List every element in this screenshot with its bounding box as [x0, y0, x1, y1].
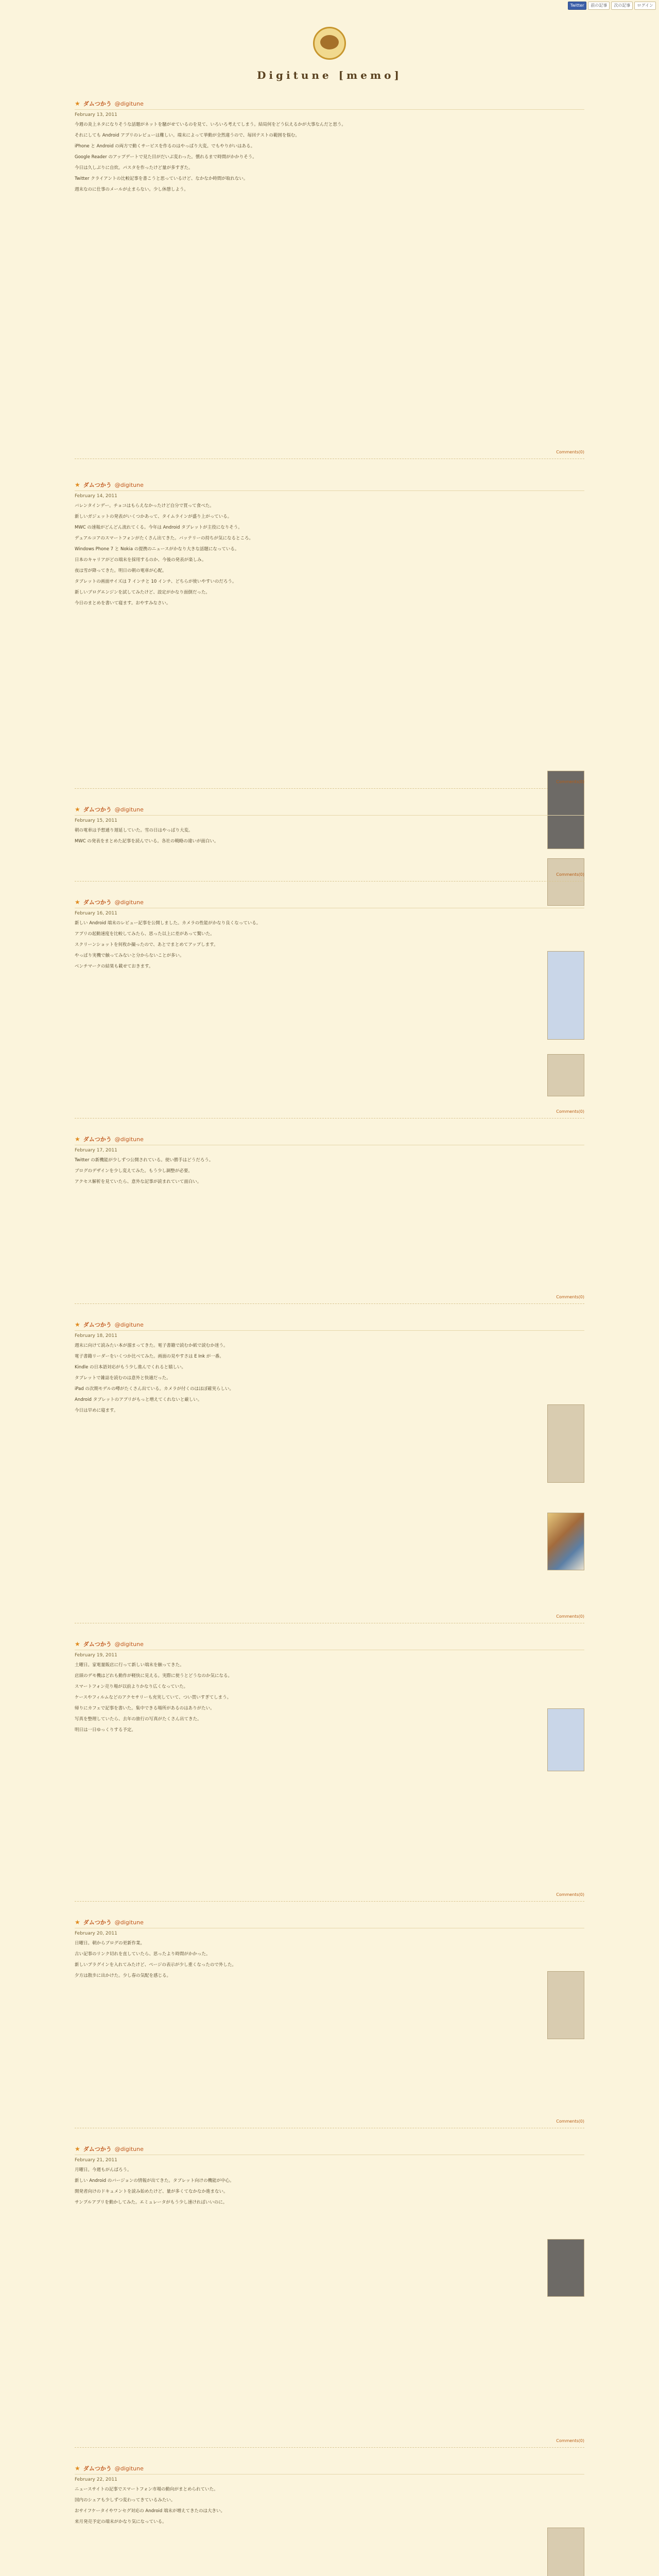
tweet-item: 今日は久しぶりに自炊。パスタを作ったけど量が多すぎた。: [75, 165, 193, 171]
embedded-image[interactable]: [547, 1971, 584, 2039]
tweet-item: 店頭のデモ機はどれも動作が軽快に見える。実際に使うとどうなのか気になる。: [75, 1673, 233, 1679]
entry-header: [75, 2463, 584, 2475]
blog-entry: [75, 479, 584, 789]
entry-author[interactable]: ダムつかう: [83, 100, 112, 107]
star-icon: ★: [75, 481, 80, 488]
tweet-item: Twitter クライアントの比較記事を書こうと思っているけど、なかなか時間が取れない。: [75, 176, 248, 181]
tweet-item: 古い記事のリンク切れを直していたら、思ったより時間がかかった。: [75, 1952, 211, 1957]
tweet-item: 日本のキャリアがどの端末を採用するのか、今後の発表が楽しみ。: [75, 557, 206, 563]
entry-date: February 21, 2011: [75, 2158, 117, 2163]
star-icon: ★: [75, 2465, 80, 2472]
tweet-item: やっぱり実機で触ってみないと分からないことが多い。: [75, 953, 184, 958]
comments-link[interactable]: Comments(0): [556, 1614, 584, 1619]
embedded-image[interactable]: [547, 1708, 584, 1771]
entry-date: February 13, 2011: [75, 112, 117, 117]
embedded-image[interactable]: [547, 2528, 584, 2576]
entry-footer: [556, 1107, 584, 1118]
blog-entry: [75, 2143, 584, 2448]
tweet-item: 日曜日。朝からブログの更新作業。: [75, 1941, 145, 1946]
tweet-item: Twitter の新機能が少しずつ公開されている。使い勝手はどうだろう。: [75, 1158, 214, 1163]
entry-footer: [556, 1612, 584, 1623]
entry-author-handle[interactable]: @digitune: [114, 481, 144, 488]
tweet-item: 写真を整理していたら、去年の旅行の写真がたくさん出てきた。: [75, 1717, 202, 1722]
entry-footer: [556, 2436, 584, 2447]
entry-header: [75, 98, 584, 110]
tweet-item: アクセス解析を見ていたら、意外な記事が読まれていて面白い。: [75, 1179, 202, 1184]
comments-link[interactable]: Comments(0): [556, 872, 584, 877]
comments-link[interactable]: Comments(0): [556, 779, 584, 784]
tweet-item: 開発者向けのドキュメントを読み始めたけど、量が多くてなかなか進まない。: [75, 2189, 228, 2194]
tweet-item: Android タブレットのアプリがもっと増えてくれないと厳しい。: [75, 1397, 202, 1402]
tweet-item: ニュースサイトの記事でスマートフォン市場の動向がまとめられていた。: [75, 2487, 218, 2492]
entry-header: [75, 2143, 584, 2155]
blog-entry: [75, 2463, 584, 2576]
tweet-item: タブレットで雑誌を読むのは意外と快適だった。: [75, 1376, 171, 1381]
tweet-item: おサイフケータイやワンセグ対応の Android 端末が増えてきたのは大きい。: [75, 2509, 225, 2514]
tweet-item: 国内のシェアも少しずつ変わってきているみたい。: [75, 2498, 176, 2503]
tweet-item: ケースやフィルムなどのアクセサリーも充実していて、つい買いすぎてしまう。: [75, 1695, 232, 1700]
entry-author-handle[interactable]: @digitune: [114, 1136, 144, 1143]
next-article-button[interactable]: 次の記事: [611, 2, 633, 10]
entry-footer: [556, 448, 584, 459]
entry-footer: [556, 1890, 584, 1901]
tweet-item: 帰りにカフェで記事を書いた。集中できる場所があるのはありがたい。: [75, 1706, 215, 1711]
entry-date: February 19, 2011: [75, 1653, 117, 1658]
tweet-item: それにしても Android アプリのレビューは難しい。端末によって挙動が全然違うので、毎回テストの範囲を悩む。: [75, 133, 300, 138]
entry-header: [75, 1638, 584, 1650]
entry-header: [75, 1319, 584, 1331]
tweet-item: サンプルアプリを動かしてみた。エミュレータがもう少し速ければいいのに。: [75, 2200, 228, 2205]
tweet-item: MWC の速報がどんどん流れてくる。今年は Android タブレットが主役になりそう。: [75, 525, 242, 530]
tweet-item: 新しいブログエンジンを試してみたけど、設定がかなり面倒だった。: [75, 590, 210, 595]
entry-footer: [556, 777, 584, 788]
entry-author-handle[interactable]: @digitune: [114, 899, 144, 906]
comments-link[interactable]: Comments(0): [556, 450, 584, 454]
blog-entry: [75, 804, 584, 882]
embedded-image[interactable]: [547, 2239, 584, 2297]
tweet-item: 新しいプラグインを入れてみたけど、ページの表示が少し重くなったので外した。: [75, 1962, 236, 1968]
tweet-item: 新しい Android のバージョンの情報が出てきた。タブレット向けの機能が中心。: [75, 2178, 234, 2183]
tweet-item: タブレットの画面サイズは 7 インチと 10 インチ、どちらが使いやすいのだろう。: [75, 579, 237, 584]
comments-link[interactable]: Comments(0): [556, 1295, 584, 1299]
entry-body: [75, 827, 584, 845]
entry-body: [75, 2167, 584, 2206]
tweet-item: 新しい Android 端末のレビュー記事を公開しました。カメラの性能がかなり良くなっている。: [75, 921, 261, 926]
entry-author[interactable]: ダムつかう: [83, 1136, 112, 1143]
entry-author[interactable]: ダムつかう: [83, 2146, 112, 2153]
site-logo[interactable]: [304, 26, 355, 65]
tweet-item: 今週の炎上ネタになりそうな話題がネットを騒がせているのを見て、いろいろ考えてしまう。結局何をどう伝えるかが大事なんだと思う。: [75, 122, 346, 127]
entry-body: [75, 1940, 584, 1979]
tweet-item: 今日は早めに寝ます。: [75, 1408, 118, 1413]
tweet-item: 今日のまとめを書いて寝ます。おやすみなさい。: [75, 601, 171, 606]
embedded-image[interactable]: [547, 1513, 584, 1570]
top-bar: [0, 0, 659, 11]
tweet-item: Kindle の日本語対応がもう少し進んでくれると嬉しい。: [75, 1365, 186, 1370]
entry-date: February 15, 2011: [75, 818, 117, 823]
entry-body: [75, 2486, 584, 2526]
tweet-item: 夕方は散歩に出かけた。少し春の気配を感じる。: [75, 1973, 171, 1978]
comments-link[interactable]: Comments(0): [556, 1109, 584, 1114]
blog-entry: [75, 1133, 584, 1304]
tweet-item: Google Reader のアップデートで見た目がだいぶ変わった。慣れるまで時間がかかりそう。: [75, 155, 257, 160]
entry-header: [75, 1133, 584, 1145]
entry-date: February 16, 2011: [75, 911, 117, 916]
entry-author-handle[interactable]: @digitune: [114, 1640, 144, 1648]
comments-link[interactable]: Comments(0): [556, 1892, 584, 1897]
site-header: [0, 26, 659, 93]
entry-date: February 18, 2011: [75, 1333, 117, 1338]
prev-article-button[interactable]: 前の記事: [588, 2, 610, 10]
entry-date: February 22, 2011: [75, 2477, 117, 2482]
blog-entry: [75, 1319, 584, 1623]
entry-author-handle[interactable]: @digitune: [114, 2145, 144, 2153]
entry-footer: [556, 2117, 584, 2128]
entry-author[interactable]: ダムつかう: [83, 1641, 112, 1648]
tweet-item: バレンタインデー。チョコはもらえなかったけど自分で買って食べた。: [75, 503, 214, 509]
tweet-item: ブログのデザインを少し変えてみた。もう少し調整が必要。: [75, 1168, 193, 1174]
entry-header: [75, 896, 584, 908]
twitter-share-button[interactable]: Twitter: [568, 2, 587, 10]
entry-date: February 20, 2011: [75, 1931, 117, 1936]
star-icon: ★: [75, 100, 80, 107]
tweet-item: Windows Phone 7 と Nokia の提携のニュースがかなり大きな話題になっている。: [75, 547, 239, 552]
entry-author-handle[interactable]: @digitune: [114, 1321, 144, 1328]
entry-body: [75, 920, 584, 970]
tweet-item: 来月発売予定の端末がかなり気になっている。: [75, 2519, 167, 2524]
tweet-item: アプリの起動速度を比較してみたら、思った以上に差があって驚いた。: [75, 931, 215, 937]
tweet-item: スマートフォン売り場が以前よりかなり広くなっていた。: [75, 1684, 188, 1689]
entry-header: [75, 804, 584, 816]
comments-link[interactable]: Comments(0): [556, 2438, 584, 2443]
entry-author-handle[interactable]: @digitune: [114, 100, 144, 107]
site-title[interactable]: Digitune [memo]: [257, 69, 402, 81]
entry-body: [75, 503, 584, 607]
login-button[interactable]: ログイン: [634, 2, 656, 10]
tweet-item: 電子書籍リーダーをいくつか比べてみた。画面の見やすさは E Ink が一番。: [75, 1354, 224, 1359]
entry-body: [75, 1157, 584, 1185]
tweet-item: 明日は一日ゆっくりする予定。: [75, 1727, 136, 1733]
embedded-image[interactable]: [547, 1054, 584, 1096]
star-icon: ★: [75, 806, 80, 813]
entry-body: [75, 1662, 584, 1734]
entry-author-handle[interactable]: @digitune: [114, 2465, 144, 2472]
entry-footer: [556, 1293, 584, 1303]
blog-entry: [75, 1917, 584, 2128]
tweet-item: iPad の次期モデルの噂がたくさん出ている。カメラが付くのはほぼ確実らしい。: [75, 1386, 234, 1392]
tweet-item: 週末に向けて読みたい本が溜まってきた。電子書籍で読むか紙で読むか迷う。: [75, 1343, 228, 1348]
embedded-image[interactable]: [547, 951, 584, 1040]
entry-author-handle[interactable]: @digitune: [114, 1919, 144, 1926]
tweet-item: 月曜日。今週もがんばろう。: [75, 2167, 132, 2173]
comments-link[interactable]: Comments(0): [556, 2119, 584, 2124]
tweet-item: iPhone と Android の両方で動くサービスを作るのはやっぱり大変。でもやりがいはある。: [75, 144, 255, 149]
entry-author[interactable]: ダムつかう: [83, 899, 112, 906]
entry-author[interactable]: ダムつかう: [83, 2465, 112, 2472]
tweet-item: 新しいガジェットの発表がいくつかあって、タイムラインが盛り上がっている。: [75, 514, 232, 519]
star-icon: ★: [75, 2145, 80, 2153]
entry-author-handle[interactable]: @digitune: [114, 806, 144, 813]
entry-header: [75, 1917, 584, 1928]
star-icon: ★: [75, 1136, 80, 1143]
entry-author[interactable]: ダムつかう: [83, 482, 112, 488]
tweet-item: デュアルコアのスマートフォンがたくさん出てきた。バッテリーの持ちが気になるところ。: [75, 536, 254, 541]
tweet-item: スクリーンショットを何枚か撮ったので、あとでまとめてアップします。: [75, 942, 218, 947]
tweet-item: 朝の電車は予想通り遅延していた。雪の日はやっぱり大変。: [75, 828, 193, 833]
entry-date: February 14, 2011: [75, 494, 117, 499]
entry-body: [75, 122, 584, 193]
embedded-image[interactable]: [547, 1404, 584, 1483]
blog-entry: [75, 1638, 584, 1902]
tweet-item: 土曜日。家電量販店に行って新しい端末を触ってきた。: [75, 1663, 184, 1668]
entry-footer: [556, 870, 584, 881]
blog-entry: [75, 98, 584, 459]
entry-date: February 17, 2011: [75, 1148, 117, 1153]
star-icon: ★: [75, 1640, 80, 1648]
entry-body: [75, 1343, 584, 1414]
blog-entry: [75, 896, 584, 1118]
tweet-item: 週末なのに仕事のメールが止まらない。少し休憩しよう。: [75, 187, 188, 192]
entry-header: [75, 479, 584, 491]
entry-author[interactable]: ダムつかう: [83, 1321, 112, 1328]
star-icon: ★: [75, 1919, 80, 1926]
star-icon: ★: [75, 1321, 80, 1328]
tweet-item: 夜は雪が降ってきた。明日の朝の電車が心配。: [75, 568, 167, 573]
tweet-item: MWC の発表をまとめた記事を読んでいる。各社の戦略の違いが面白い。: [75, 839, 219, 844]
entry-author[interactable]: ダムつかう: [83, 806, 112, 813]
tweet-item: ベンチマークの結果も載せておきます。: [75, 964, 153, 969]
star-icon: ★: [75, 899, 80, 906]
entry-author[interactable]: ダムつかう: [83, 1919, 112, 1926]
